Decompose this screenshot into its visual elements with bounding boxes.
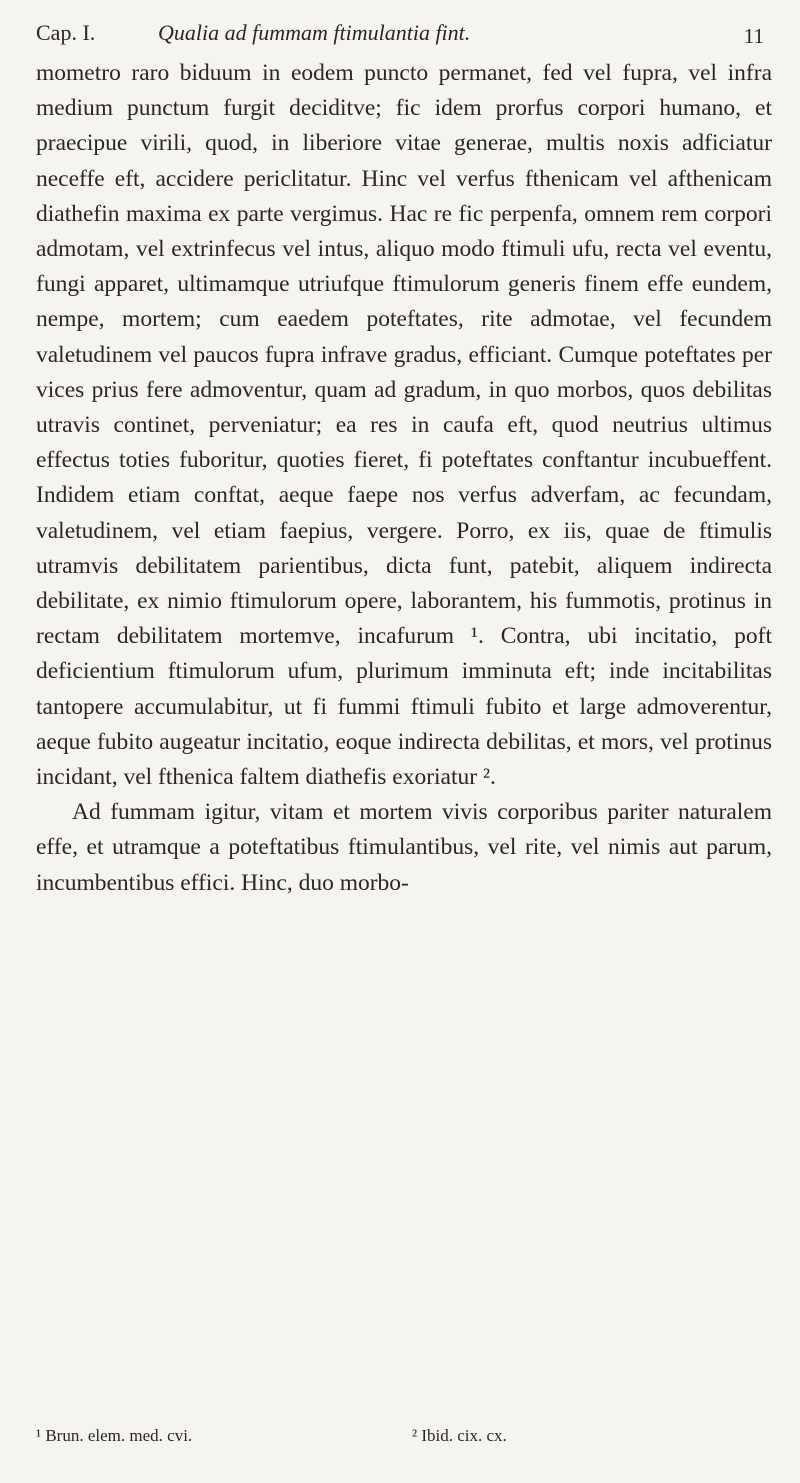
main-text xyxy=(36,56,772,901)
footnote: ¹ Brun. elem. med. cvi. xyxy=(36,1426,193,1445)
running-header xyxy=(36,14,770,54)
running-title: Qualia ad fummam ftimulantia fint. xyxy=(158,20,471,45)
paragraph: Ad fummam igitur, vitam et mortem vivis corporibus pariter naturalem effe, et utramque a poteftatibus ftimulantibus, vel rite, vel nimis aut parum, incumbentibus effici. Hinc, duo morbo- xyxy=(36,799,772,896)
page-number: 11 xyxy=(743,24,764,48)
footnote: ² Ibid. cix. cx. xyxy=(412,1426,507,1445)
paragraph: mometro raro biduum in eodem puncto permanet, fed vel fupra, vel infra medium punctum furgit deciditve; fic idem prorfus corpori humano, et praecipue virili, quod, in liberiore vitae generae, multis noxis adficiatur neceffe eft, accidere periclitatur. Hinc vel verfus fthenicam vel afthenicam diathefin maxima ex parte vergimus. Hac re fic perpenfa, omnem rem corpori admotam, vel extrinfecus vel intus, aliquo modo ftimuli ufu, recta vel eventu, fungi apparet, ultimamque utriufque ftimulorum generis finem effe eundem, nempe, mortem; cum eaedem poteftates, rite admotae, vel fecundem valetudinem vel paucos fupra infrave gradus, efficiant. Cumque poteftates per vices prius fere admoventur, quam ad gradum, in quo morbos, quos debilitas utravis continet, perveniatur; ea res in caufa eft, quod neutrius ultimus effectus toties fuboritur, quoties fieret, fi poteftates conftantur incubueffent. Indidem etiam conftat, aeque faepe nos verfus adverfam, ac fecundam, valetudinem, vel etiam faepius, vergere. Porro, ex iis, quae de ftimulis utramvis debilitatem parientibus, dicta funt, patebit, aliquem indirecta debilitate, ex nimio ftimulorum opere, laborantem, his fummotis, protinus in rectam debilitatem mortemve, incafurum ¹. Contra, ubi incitatio, poft deficientium ftimulorum ufum, plurimum imminuta eft; inde incitabilitas tantopere accumulabitur, ut fi fummi ftimuli fubito et large admoverentur, aeque fubito augeatur incitatio, eoque indirecta debilitas, et mors, vel protinus incidant, vel fthenica faltem diathefis exoriatur ². xyxy=(36,60,772,791)
chapter-label: Cap. I. xyxy=(36,20,96,45)
